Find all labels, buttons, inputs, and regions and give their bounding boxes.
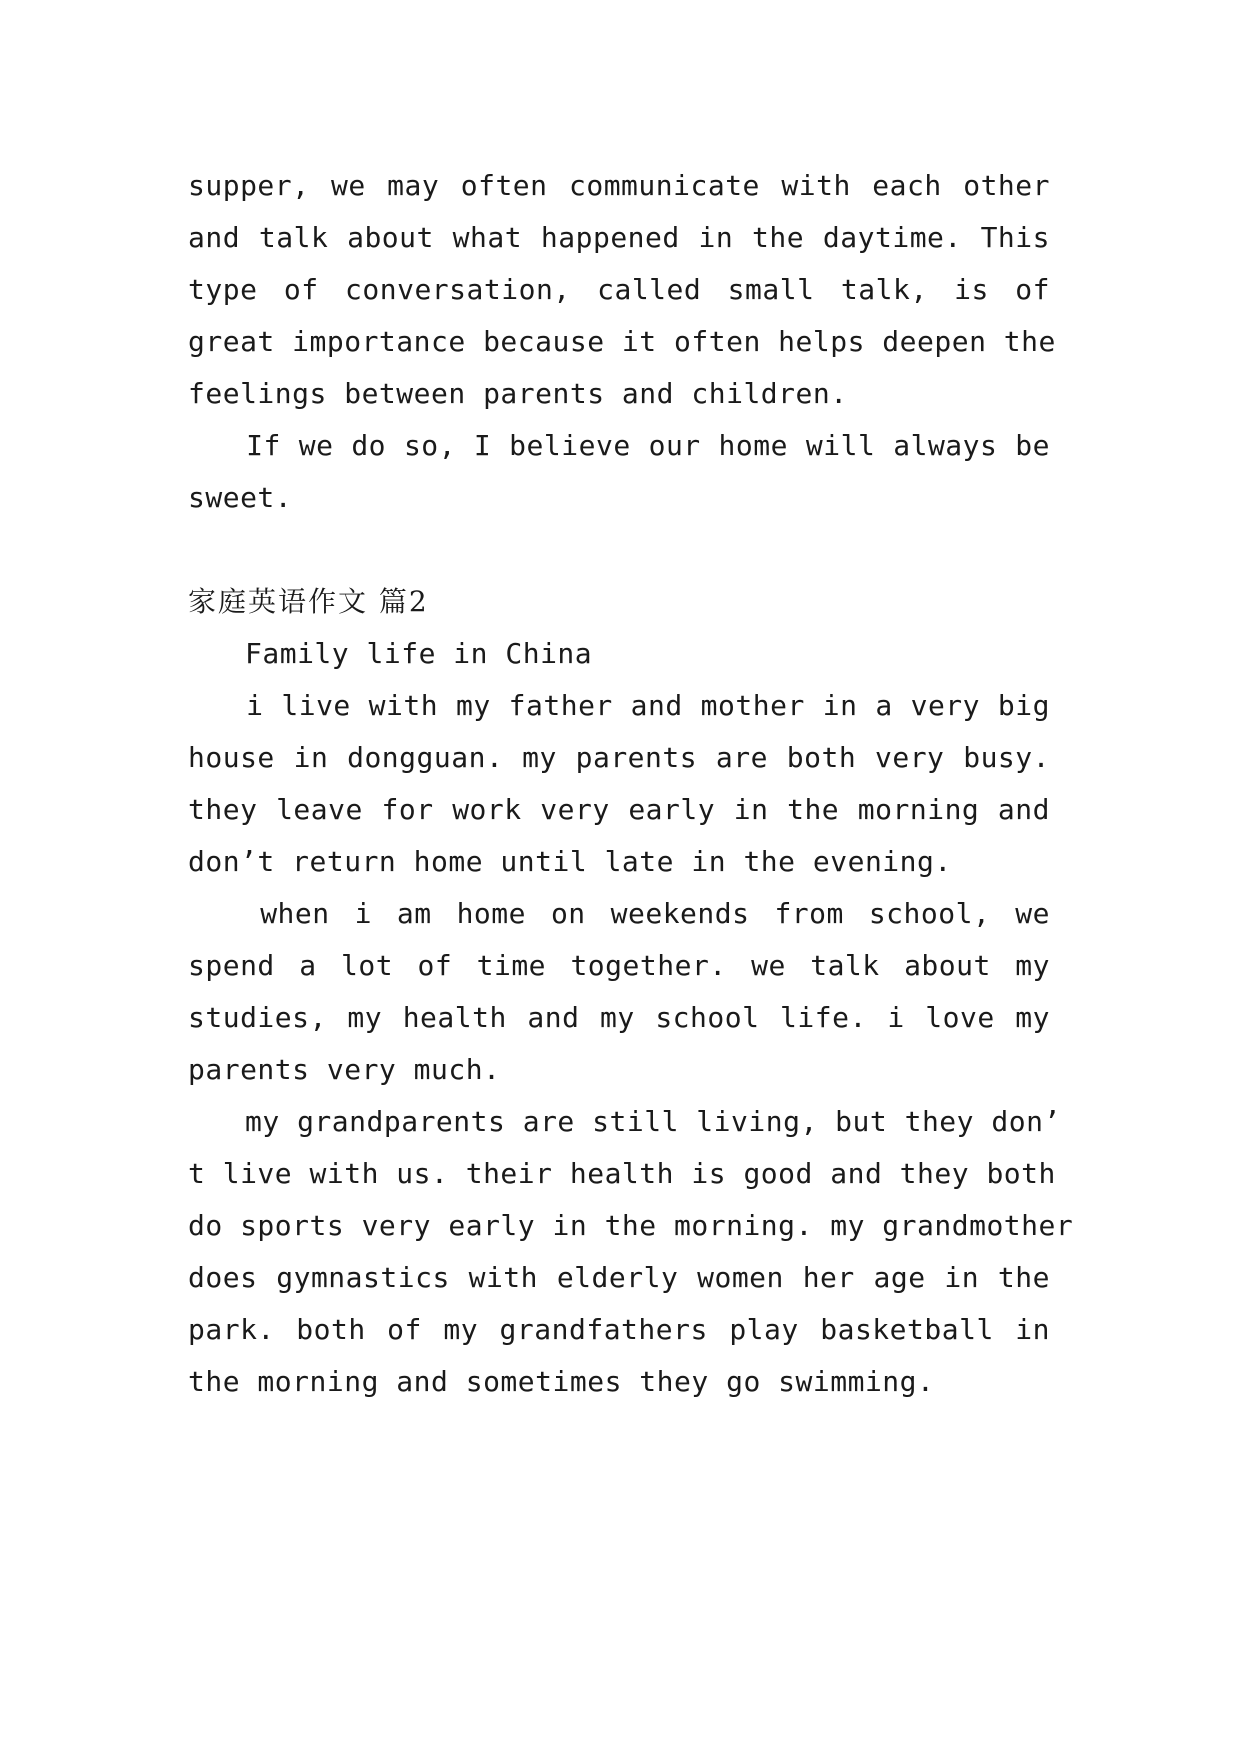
paragraph-line: supper, we may often communicate with each other [188,169,1050,202]
paragraph-line: sweet. [188,481,293,514]
paragraph-line: does gymnastics with elderly women her age in the [188,1261,1050,1294]
paragraph-line: If we do so, I believe our home will always be [188,429,1050,462]
paragraph-line: when i am home on weekends from school, we [188,897,1050,930]
paragraph-line: spend a lot of time together. we talk about my [188,949,1050,982]
paragraph-line: don’t return home until late in the evening. [188,845,952,878]
paragraph-line: and talk about what happened in the daytime. This [188,221,1050,254]
paragraph-line: i live with my father and mother in a very big [188,689,1050,722]
paragraph-line: house in dongguan. my parents are both very busy. [188,741,1050,774]
paragraph-line: they leave for work very early in the morning and [188,793,1050,826]
essay-title: Family life in China [188,637,593,670]
paragraph-line: great importance because it often helps deepen the [188,325,1056,358]
paragraph-line: t live with us. their health is good and they both [188,1157,1056,1190]
paragraph-line: parents very much. [188,1053,501,1086]
paragraph-line: do sports very early in the morning. my grandmother [188,1209,1074,1242]
paragraph-line: feelings between parents and children. [188,377,848,410]
section-heading: 家庭英语作文 篇2 [188,585,429,618]
paragraph-line: the morning and sometimes they go swimming. [188,1365,935,1398]
paragraph-line: type of conversation, called small talk, is of [188,273,1050,306]
paragraph-line: studies, my health and my school life. i love my [188,1001,1050,1034]
paragraph-line: my grandparents are still living, but they don’ [188,1105,1061,1138]
paragraph-line: park. both of my grandfathers play basketball in [188,1313,1050,1346]
